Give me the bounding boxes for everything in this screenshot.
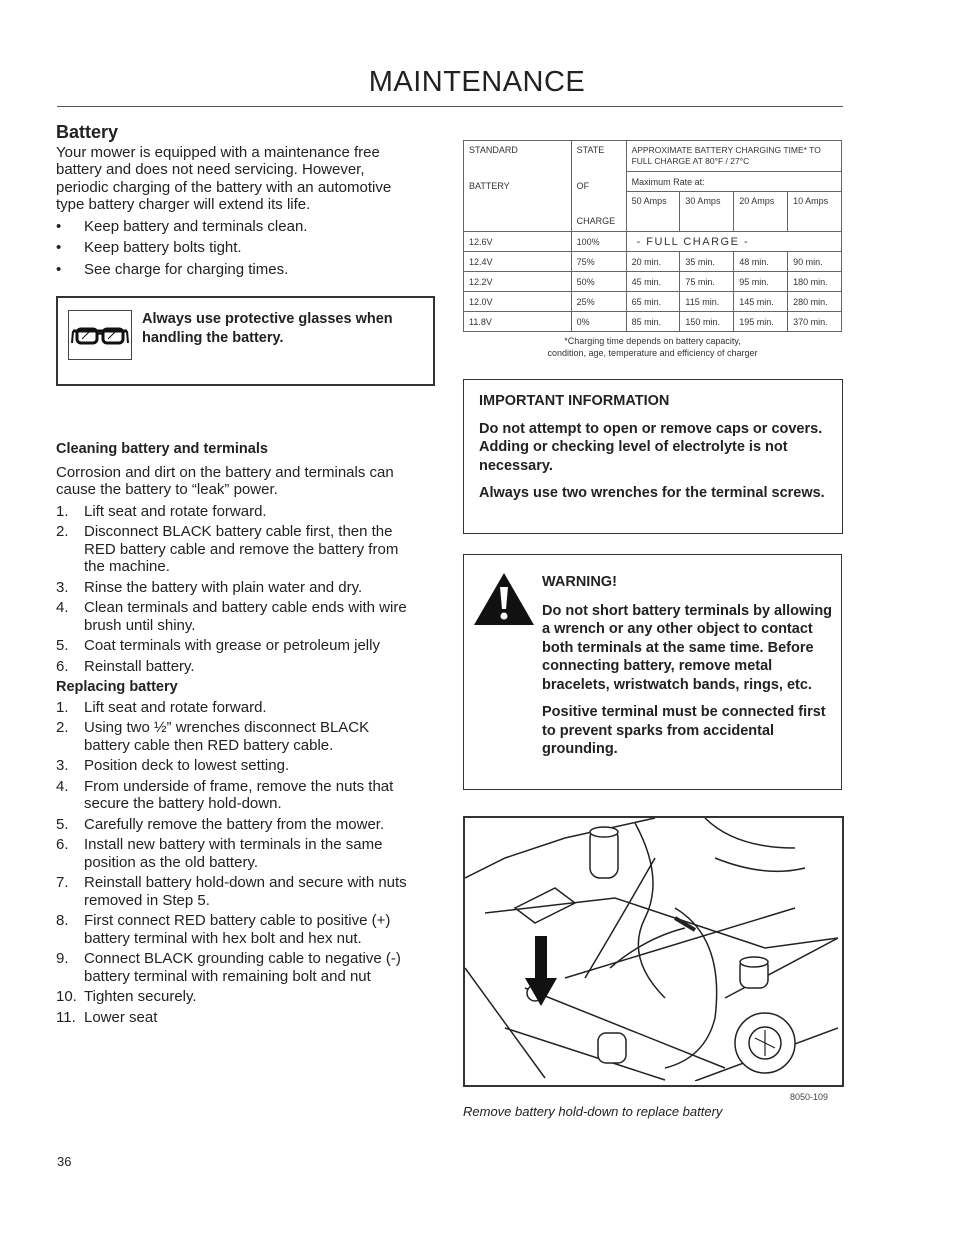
list-item: 10. Tighten securely. — [56, 988, 197, 1005]
table-row: 11.8V 0% 85 min. 150 min. 195 min. 370 min. — [464, 312, 842, 332]
header-charging-time: APPROXIMATE BATTERY CHARGING TIME* TO FULL CHARGE AT 80°F / 27°C — [626, 141, 841, 172]
list-item: 3. Position deck to lowest setting. — [56, 757, 290, 774]
charging-time-table — [463, 140, 842, 332]
full-charge-label: - FULL CHARGE - — [626, 232, 841, 252]
battery-bullet-list — [56, 218, 416, 279]
battery-intro: Your mower is equipped with a maintenance free battery and does not need servicing. However, periodic charging of the battery with an automotive type battery charger will extend its life. — [56, 143, 392, 213]
list-item: 7. Reinstall battery hold-down and secure with nuts removed in Step 5. — [56, 874, 407, 909]
table-row: 12.6V 100% - FULL CHARGE - — [464, 232, 842, 252]
list-item: 4. From underside of frame, remove the nuts that secure the battery hold-down. — [56, 777, 394, 812]
warning-text-2: Positive terminal must be connected first to prevent sparks from accidental grounding. — [542, 704, 826, 757]
page-title: MAINTENANCE — [368, 66, 586, 98]
list-item: • Keep battery and terminals clean. — [56, 218, 416, 236]
warning-box — [463, 554, 842, 790]
rate-header: 30 Amps — [680, 192, 734, 232]
rate-header: 10 Amps — [788, 192, 842, 232]
cleaning-steps — [56, 503, 416, 676]
replacing-steps — [56, 699, 416, 1027]
header-max-rate: Maximum Rate at: — [626, 172, 841, 192]
list-item: 9. Connect BLACK grounding cable to negative (-) battery terminal with remaining bolt and nut — [56, 950, 401, 985]
table-row: 12.2V 50% 45 min. 75 min. 95 min. 180 min. — [464, 272, 842, 292]
important-text-1: Do not attempt to open or remove caps or covers. Adding or checking level of electrolyte is not necessary. — [479, 420, 823, 474]
list-item: 11. Lower seat — [56, 1008, 158, 1026]
header-state-of-charge: STATE OF CHARGE — [571, 141, 626, 232]
cleaning-section — [56, 441, 416, 1029]
battery-hold-down-illustration — [463, 816, 844, 1087]
list-item: 8. First connect RED battery cable to positive (+) battery terminal with hex bolt and hex nut. — [56, 912, 391, 947]
warning-text-1: Do not short battery terminals by allowing a wrench or any other object to contact both terminals at the same time. Before connecting battery, remove metal bracelets, wristwatch bands, rings, etc. — [542, 602, 833, 693]
safety-glasses-icon — [68, 310, 132, 360]
list-item: • Keep battery bolts tight. — [56, 239, 416, 257]
cleaning-heading: Cleaning battery and terminals — [56, 441, 268, 457]
rate-header: 50 Amps — [626, 192, 680, 232]
list-item: 1. Lift seat and rotate forward. — [56, 502, 267, 520]
rate-header: 20 Amps — [734, 192, 788, 232]
important-information-box — [463, 379, 843, 534]
header-standard-battery: STANDARD BATTERY — [464, 141, 572, 232]
warning-title: WARNING! — [542, 574, 617, 590]
cleaning-intro: Corrosion and dirt on the battery and terminals can cause the battery to “leak” power. — [56, 463, 394, 498]
glasses-warning-text: Always use protective glasses when handling the battery. — [142, 311, 393, 346]
list-item: • See charge for charging times. — [56, 261, 416, 279]
list-item: 3. Rinse the battery with plain water and dry. — [56, 578, 363, 596]
table-row: 12.0V 25% 65 min. 115 min. 145 min. 280 min. — [464, 292, 842, 312]
list-item: 2. Using two ½” wrenches disconnect BLACK battery cable then RED battery cable. — [56, 719, 370, 754]
list-item: 5. Carefully remove the battery from the mower. — [56, 815, 385, 833]
list-item: 6. Install new battery with terminals in the same position as the old battery. — [56, 836, 383, 871]
important-title: IMPORTANT INFORMATION — [479, 393, 670, 409]
replacing-heading: Replacing battery — [56, 679, 178, 695]
page-number: 36 — [57, 1154, 72, 1169]
battery-heading: Battery — [56, 122, 119, 142]
list-item: 2. Disconnect BLACK battery cable first, then the RED battery cable and remove the battery from the machine. — [56, 523, 399, 575]
figure-caption: Remove battery hold-down to replace battery — [463, 1104, 723, 1119]
charging-time-footnote: *Charging time depends on battery capacity, condition, age, temperature and efficiency of charger — [547, 336, 758, 358]
list-item: 6. Reinstall battery. — [56, 657, 195, 675]
list-item: 5. Coat terminals with grease or petroleum jelly — [56, 637, 380, 654]
warning-triangle-icon — [472, 571, 536, 627]
list-item: 4. Clean terminals and battery cable ends with wire brush until shiny. — [56, 599, 407, 634]
table-row: 12.4V 75% 20 min. 35 min. 48 min. 90 min. — [464, 252, 842, 272]
figure-code: 8050-109 — [790, 1092, 829, 1102]
list-item: 1. Lift seat and rotate forward. — [56, 698, 267, 716]
protective-glasses-notice — [56, 296, 435, 386]
title-divider — [57, 106, 843, 107]
battery-section — [56, 124, 416, 282]
important-text-2: Always use two wrenches for the terminal screws. — [479, 485, 825, 501]
